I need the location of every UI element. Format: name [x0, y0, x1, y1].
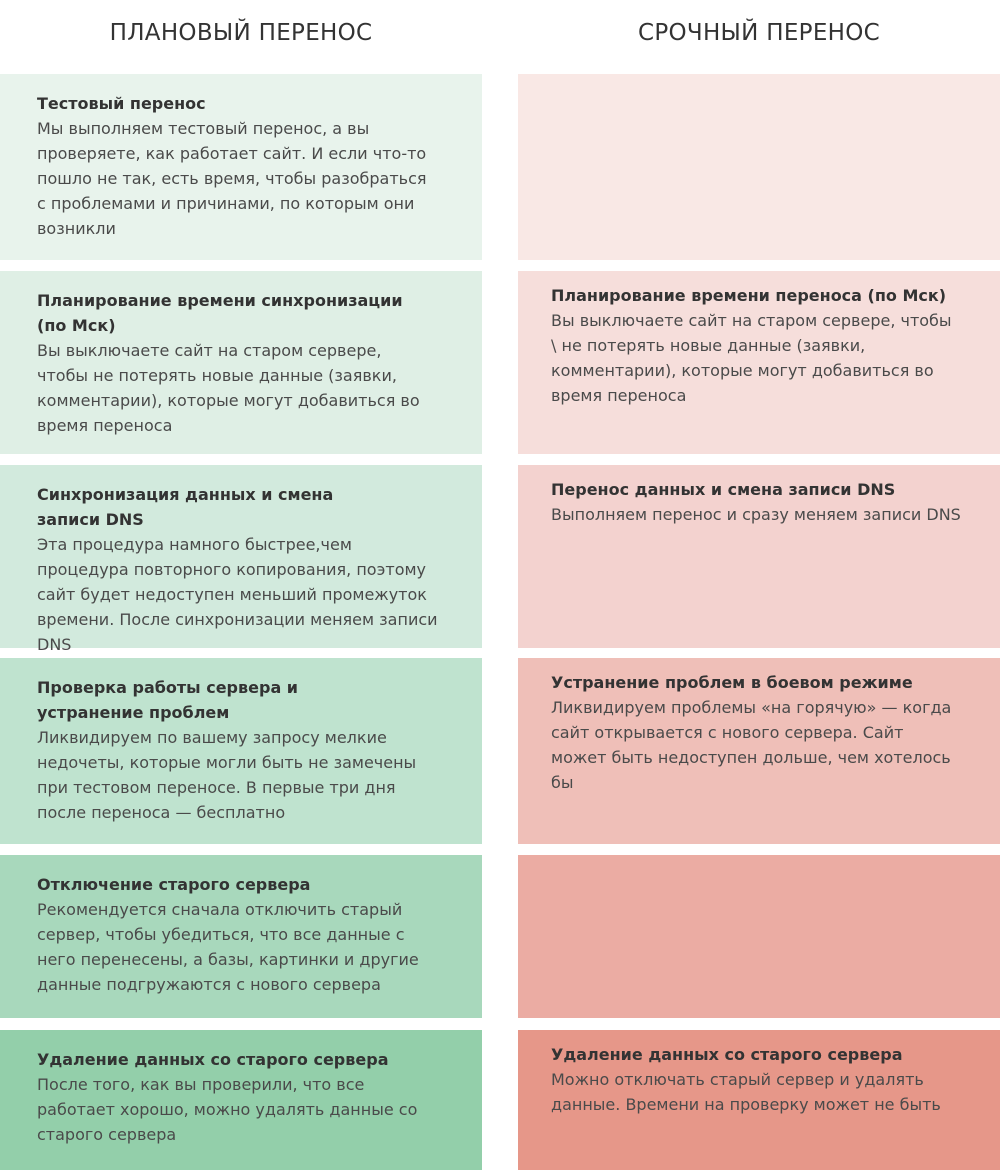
step-text: После того, как вы проверили, что все работает хорошо, можно удалять данные со старого сервера [37, 1075, 418, 1144]
urgent-step-6 [518, 1030, 1000, 1170]
planned-step-6 [0, 1030, 482, 1170]
step-text: Вы выключаете сайт на старом сервере, чтобы не потерять новые данные (заявки, комментарии), которые могут добавиться во время переноса [37, 341, 420, 435]
step-title: Планирование времени синхронизации (по Мск) [37, 291, 403, 335]
step-text: Ликвидируем проблемы «на горячую» — когда сайт открывается с нового сервера. Сайт может быть недоступен дольше, чем хотелось бы [551, 698, 952, 792]
urgent-step-1 [518, 74, 1000, 260]
urgent-column-title: СРОЧНЫЙ ПЕРЕНОС [637, 20, 881, 46]
step-title: Проверка работы сервера и устранение проблем [37, 678, 299, 722]
planned-step-3 [0, 465, 482, 654]
urgent-step-4 [518, 658, 1000, 844]
step-title: Тестовый перенос [37, 94, 206, 113]
planned-step-1 [0, 74, 482, 260]
step-title: Удаление данных со старого сервера [37, 1050, 389, 1069]
step-text: Мы выполняем тестовый перенос, а вы проверяете, как работает сайт. И если что-то пошло не так, есть время, чтобы разобраться с проблемами и причинами, по которым они возникли [37, 119, 427, 238]
step-title: Удаление данных со старого сервера [551, 1045, 903, 1064]
step-text: Рекомендуется сначала отключить старый сервер, чтобы убедиться, что все данные с него перенесены, а базы, картинки и другие данные подгружаются с нового сервера [37, 900, 419, 994]
step-text: Вы выключаете сайт на старом сервере, чтобы \ не потерять новые данные (заявки, комментарии), которые могут добавиться во время переноса [551, 311, 952, 405]
urgent-step-5 [518, 855, 1000, 1018]
planned-step-2 [0, 271, 482, 454]
step-title: Перенос данных и смена записи DNS [551, 480, 896, 499]
step-title: Планирование времени переноса (по Мск) [551, 286, 947, 305]
step-title: Синхронизация данных и смена записи DNS [37, 485, 334, 529]
step-text: Ликвидируем по вашему запросу мелкие недочеты, которые могли быть не замечены при тестовом переносе. В первые три дня после переноса — бесплатно [37, 728, 417, 822]
step-title: Отключение старого сервера [37, 875, 311, 894]
urgent-step-3 [518, 465, 1000, 648]
step-text: Выполняем перенос и сразу меняем записи DNS [551, 505, 961, 524]
planned-step-5 [0, 855, 482, 1018]
step-text: Можно отключать старый сервер и удалять данные. Времени на проверку может не быть [551, 1070, 941, 1114]
step-title: Устранение проблем в боевом режиме [551, 673, 913, 692]
step-text: Эта процедура намного быстрее,чем процедура повторного копирования, поэтому сайт будет недоступен меньший промежуток времени. После синхронизации меняем записи DNS [37, 535, 438, 654]
planned-column-title: ПЛАНОВЫЙ ПЕРЕНОС [109, 20, 373, 46]
urgent-step-2 [518, 271, 1000, 454]
planned-step-4 [0, 658, 482, 844]
